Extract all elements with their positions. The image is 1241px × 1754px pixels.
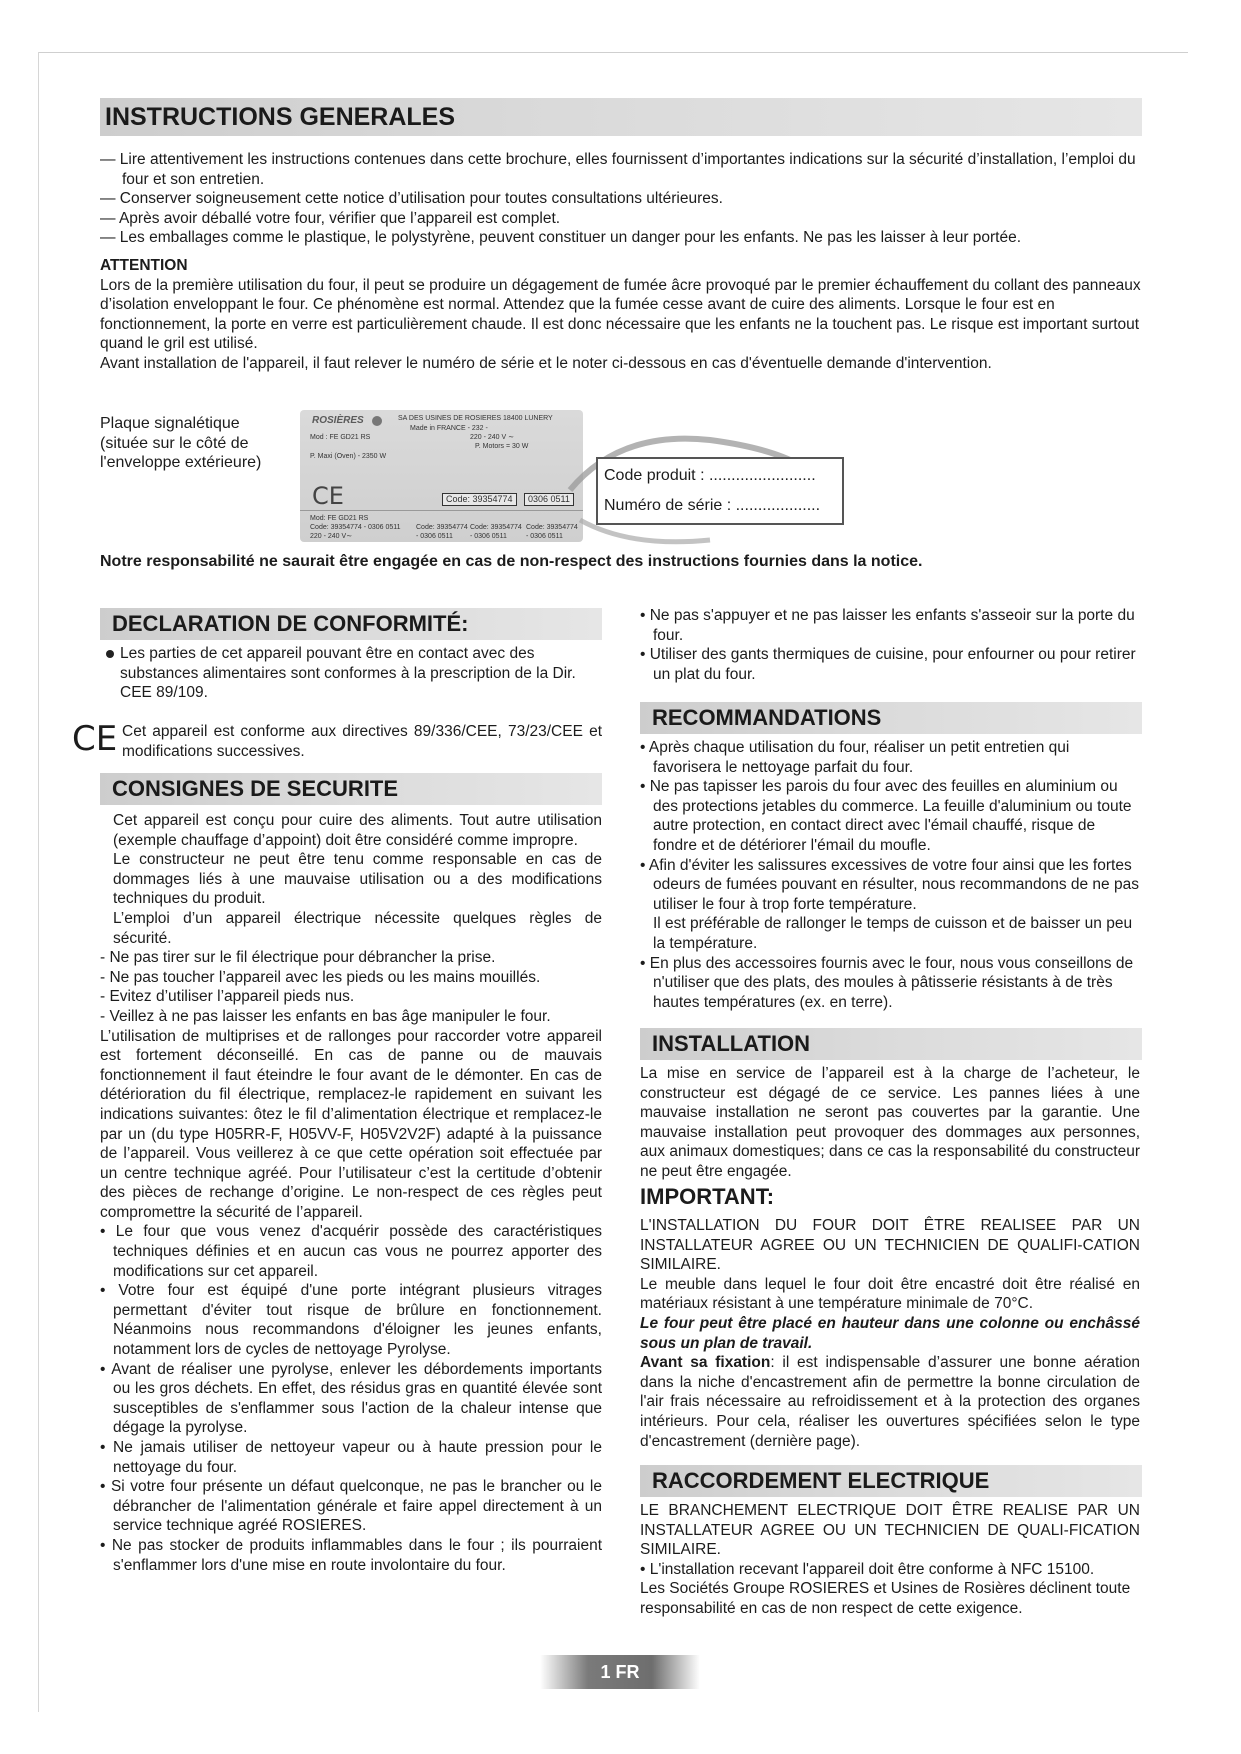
important-text: Le meuble dans lequel le four doit être encastré doit être réalisé en matériaux résistant à une température minimale de 70°C. [640,1275,1140,1313]
plate-stub-serial: - 0306 0511 [526,533,563,540]
important-fixation: Avant sa fixation: il est indispensable d’assurer une bonne aération dans la niche d'encastrement afin de permettre la bonne circulation de l'air frais nécessaire au refroidissement et à la protection des organes intérieurs. Pour cela, réaliser les ouvertures spécifiées selon le type d'encastrement (dernière page). [640,1354,1140,1450]
safety-dash: - Ne pas toucher l’appareil avec les pieds ou les mains mouillés. [100,968,541,986]
recommandations-heading: RECOMMANDATIONS [640,702,1142,734]
safety-long-text: L’utilisation de multiprises et de rallonges pour raccorder votre appareil est fortement déconseillé. En cas de panne ou de mauvais fonctionnement il faut éteindre le four avant de le démonter. En cas de détérioration du fil électrique, remplacez-le rapidement en suivant les indications suivantes: ôtez le fil d’alimentation électrique et remplacez-le par un (du type H05RR-F, H05VV-F, H05V2V2F) adapté à la puissance de l’appareil. Vous veillerez à ce que cette opération soit effectuée par un centre technique agréé. Pour l’utilisateur c’est la certitude d’obtenir des pièces de rechange d’origine. Le non-respect de ces règles peut compromettre la sécurité de l’appareil. [100,1027,602,1221]
safety-bullet: • Avant de réaliser une pyrolyse, enlever les débordements importants ou les gros déchets. En effet, des résidus gras en quantité élevée sont susceptibles de s'enflammer sous l'action de la chaleur intense que dégage la pyrolyse. [100,1360,602,1437]
recommandation-item: Il est préférable de rallonger le temps de cuisson et de baisser un peu la température. [653,915,1133,952]
intro-item: — Après avoir déballé votre four, vérifier que l’appareil est complet. [100,209,561,227]
plate-company: SA DES USINES DE ROSIERES 18400 LUNERY [398,415,553,422]
declaration-heading: DECLARATION DE CONFORMITÉ: [100,608,602,640]
intro-list [100,150,1145,248]
right-top-bullets [640,606,1140,684]
recommandation-item: • Après chaque utilisation du four, réaliser un petit entretien qui favorisera le nettoyage parfait du four. [640,739,1070,776]
raccordement-body [640,1501,1140,1619]
plate-serial: 0306 0511 [524,493,574,506]
plate-mod: Mod : FE GD21 RS [310,434,371,441]
safety-bullet: • Ne jamais utiliser de nettoyeur vapeur ou à haute pression pour le nettoyage du four. [100,1439,602,1476]
raccordement-caps: LE BRANCHEMENT ELECTRIQUE DOIT ÊTRE REALISE PAR UN INSTALLATEUR AGREE OU UN TECHNICIEN DE QUALI-FICATION SIMILAIRE. [640,1502,1140,1559]
plate-stub-code: Code: 39354774 [526,524,578,531]
safety-dash: - Veillez à ne pas laisser les enfants en bas âge manipuler le four. [100,1007,551,1025]
plate-divider [300,510,583,511]
plate-code: Code: 39354774 [442,493,517,506]
ce-text: Cet appareil est conforme aux directives 89/336/CEE, 73/23/CEE et modifications successives. [122,723,602,760]
important-caps: L'INSTALLATION DU FOUR DOIT ÊTRE REALISEE PAR UN INSTALLATEUR AGREE OU UN TECHNICIEN DE QUALIFI-CATION SIMILAIRE. [640,1217,1140,1274]
intro-item: — Les emballages comme le plastique, le polystyrène, peuvent constituer un danger pour les enfants. Ne pas les laisser à leur portée. [100,229,1022,247]
page-frame-left [38,52,39,1712]
serial-code-box [596,457,844,525]
serial-note: Avant installation de l'appareil, il faut relever le numéro de série et le noter ci-dessous en cas d'éventuelle demande d'intervention. [100,354,992,372]
installation-text: La mise en service de l’appareil est à la charge de l’acheteur, le constructeur est dégagé de ce service. Les pannes liées à une mauvaise installation ne seront pas couvertes par la garantie. Une mauvaise installation peut provoquer des dommages aux personnes, aux animaux domestiques; dans ce cas la responsabilité du constructeur ne peut être engagée. [640,1065,1140,1180]
safety-para: Le constructeur ne peut être tenu comme responsable en cas de dommages liés à une mauvaise utilisation ou a des modifications techniques du produit. [113,851,602,908]
bullet-dot-icon [106,650,114,658]
important-placement: Le four peut être placé en hauteur dans une colonne ou enchâssé sous un plan de travail. [640,1314,1140,1352]
plate-ce-mark: CE [312,482,344,510]
safety-bullet: • Si votre four présente un défaut quelconque, ne pas le brancher ou le débrancher de l'alimentation générale et faire appel directement à un service technique agréé ROSIERES. [100,1478,602,1535]
safety-bullet: • Votre four est équipé d'une porte intégrant plusieurs vitrages permettant d'éviter tout risque de brûlure en fonctionnement. Néanmoins nous recommandons d'éloigner les jeunes enfants, notamment lors de cycles de nettoyage Pyrolyse. [100,1282,602,1359]
plate-stub-code: Code: 39354774 [470,524,522,531]
responsibility-note: Notre responsabilité ne saurait être engagée en cas de non-respect des instructions fournies dans la notice. [100,553,923,570]
plate-logo-icon [372,416,382,426]
plate-brand: ROSIÈRES [312,415,364,426]
plate-stub-serial: - 0306 0511 [470,533,507,540]
page-number: 1 FR [540,1655,700,1689]
installation-heading: INSTALLATION [640,1028,1142,1060]
raccordement-bullet: • L'installation recevant l'appareil doit être conforme à NFC 15100. [640,1560,1095,1578]
declaration-bullet: Les parties de cet appareil pouvant être en contact avec des substances alimentaires sont conformes à la prescription de la Dir. CEE 89/109. [94,644,604,703]
serial-number-label: Numéro de série : ................... [604,497,821,514]
safety-para: L’emploi d’un appareil électrique nécessite quelques règles de sécurité. [113,909,602,947]
page-frame-top [38,52,1188,53]
safety-bullet: • Ne pas stocker de produits inflammables dans le four ; ils pourraient s'enflammer lors d'une mise en route involontaire du four. [100,1536,602,1574]
right-bullet: • Ne pas s'appuyer et ne pas laisser les enfants s'asseoir sur la porte du four. [640,607,1135,644]
plate-stub-voltage: 220 - 240 V∼ [310,533,353,540]
recommandation-item: • En plus des accessoires fournis avec le four, nous vous conseillons de n'utiliser que des plats, des moules à pâtisserie résistants à de très hautes températures (ex. en terre). [640,954,1134,1011]
attention-text: Lors de la première utilisation du four, il peut se produire un dégagement de fumée âcre provoqué par le premier échauffement du collant des panneaux d’isolation enveloppant le four. Ce phénomène est normal. Attendez que la fumée cesse avant de cuire des aliments. Lorsque le four est en fonctionnement, la porte en verre est particulièrement chaude. Il est donc nécessaire que les enfants ne la touchent pas. Le risque est important surtout quand le gril est utilisé. [100,276,1141,353]
page-title: INSTRUCTIONS GENERALES [100,98,1142,136]
safety-para: Cet appareil est conçu pour cuire des aliments. Tout autre utilisation (exemple chauffage d’appoint) doit être considéré comme impropre. [113,812,602,849]
safety-heading: CONSIGNES DE SECURITE [100,773,602,805]
recommandation-item: • Afin d'éviter les salissures excessives de votre four ainsi que les fortes odeurs de fumées pouvant en résulter, nous recommandons de ne pas utiliser le four à trop forte température. [640,856,1139,913]
plate-voltage: 220 - 240 V ∼ [470,434,515,441]
plate-stub-mod: Mod: FE GD21 RS [310,515,369,522]
rating-plate-image [300,410,583,542]
plate-caption: Plaque signalétique (située sur le côté de l'enveloppe extérieure) [100,415,262,472]
declaration-body [94,644,604,703]
attention-heading: ATTENTION [100,257,188,274]
safety-dash: - Evitez d’utiliser l’appareil pieds nus. [100,988,355,1006]
product-code-label: Code produit : ........................ [604,467,816,484]
safety-body [100,811,602,1575]
plate-stub-code: Code: 39354774 - 0306 0511 [310,524,401,531]
important-body [640,1216,1140,1451]
raccordement-heading: RACCORDEMENT ELECTRIQUE [640,1465,1142,1497]
attention-block [100,256,1145,374]
plate-stub-code: Code: 39354774 [416,524,468,531]
intro-item: — Lire attentivement les instructions contenues dans cette brochure, elles fournissent d’importantes indications sur la sécurité d’installation, l’emploi du four et son entretien. [100,151,1136,188]
ce-mark-icon: CE [72,719,118,759]
recommandation-item: • Ne pas tapisser les parois du four avec des feuilles en aluminium ou des protections jetables du commerce. La feuille d'aluminium ou toute autre protection, en contact direct avec l'émail chauffé, risque de fondre et de détériorer l'émail du moufle. [640,778,1132,854]
recommandations-body [640,738,1140,1012]
safety-bullet: • Le four que vous venez d'acquérir possède des caractéristiques techniques définies et en aucun cas vous ne pourrez apporter des modifications sur cet appareil. [100,1223,602,1280]
safety-dash: - Ne pas tirer sur le fil électrique pour débrancher la prise. [100,949,496,967]
plate-made-in: Made in FRANCE - 232 - [410,425,488,432]
plate-stub-serial: - 0306 0511 [416,533,453,540]
important-heading: IMPORTANT: [640,1184,775,1209]
raccordement-text: Les Sociétés Groupe ROSIERES et Usines de Rosières déclinent toute responsabilité en cas de non respect de cette exigence. [640,1580,1131,1617]
intro-item: — Conserver soigneusement cette notice d’utilisation pour toutes consultations ultérieures. [100,190,723,208]
plate-motors: P. Motors = 30 W [475,443,529,450]
plate-pmaxi: P. Maxi (Oven) - 2350 W [310,453,387,460]
right-bullet: • Utiliser des gants thermiques de cuisine, pour enfourner ou pour retirer un plat du four. [640,646,1136,683]
